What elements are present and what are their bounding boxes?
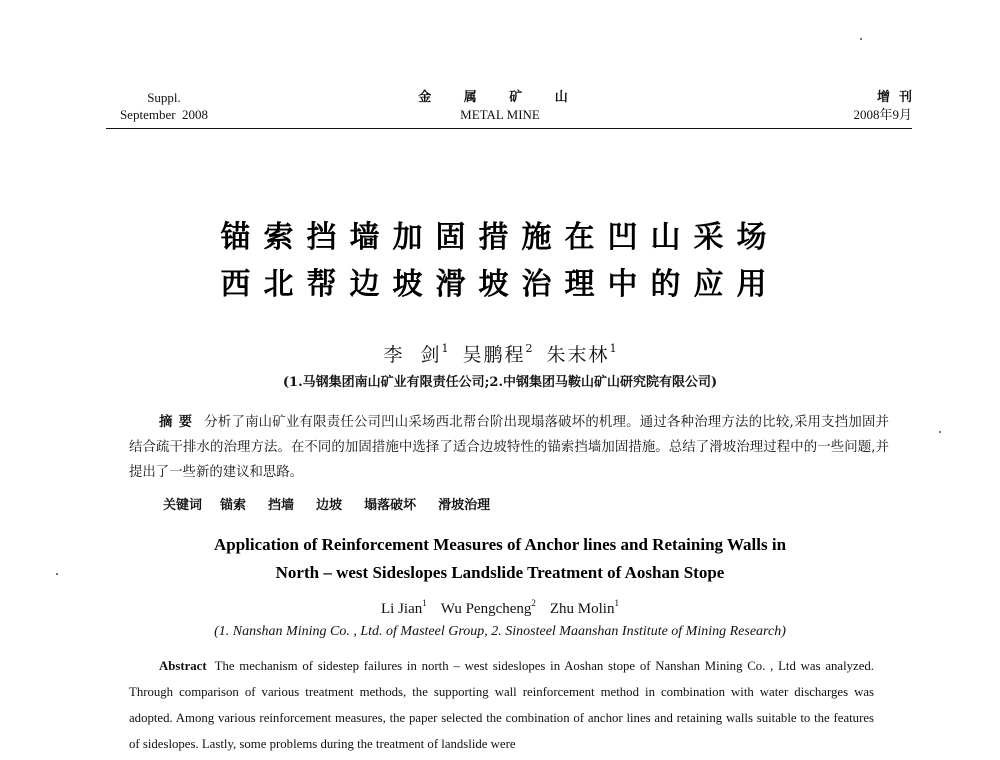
authors-en [0, 598, 1000, 618]
journal-name-zh: 金 属 矿 山 [418, 90, 582, 105]
author-en-sup: 1 [422, 598, 427, 608]
abstract-zh-text: 分析了南山矿业有限责任公司凹山采场西北帮台阶出现塌落破坏的机理。通过各种治理方法的比较,采用支挡加固并结合疏干排水的治理方法。在不同的加固措施中选择了适合边坡特性的锚索挡墙加固措施。总结了滑坡治理过程中的一些问题,并提出了一些新的建议和思路。 [129, 415, 890, 480]
keyword-zh: 塌落破坏 [364, 498, 417, 513]
scan-speck [860, 38, 862, 40]
abstract-zh-label: 摘要 [159, 414, 199, 430]
authors-zh [0, 340, 1000, 367]
author-en-name: Wu Pengcheng [440, 601, 532, 617]
author-zh-sup: 2 [525, 342, 533, 355]
header-center [400, 89, 600, 123]
abstract-en [129, 653, 874, 757]
author-zh-sup: 1 [609, 342, 617, 355]
author-zh-name: 吴鹏程 [462, 344, 526, 366]
header-supplement-zh: 增 刊 [876, 90, 912, 105]
author-en-name: Zhu Molin [549, 601, 615, 617]
author-zh-name: 李 剑 [383, 344, 442, 366]
affiliation-en: (1. Nanshan Mining Co. , Ltd. of Masteel Group, 2. Sinosteel Maanshan Institute of Mining Research) [214, 624, 786, 639]
keyword-zh: 挡墙 [268, 498, 295, 513]
keywords-zh-label: 关键词 [163, 498, 203, 513]
journal-name-en: METAL MINE [460, 107, 540, 122]
affiliation-zh: (1.马钢集团南山矿业有限责任公司;2.中钢集团马鞍山矿山研究院有限公司) [282, 375, 718, 390]
author-en-sup: 1 [614, 598, 619, 608]
header-rule [106, 128, 912, 129]
abstract-en-label: Abstract [159, 659, 207, 673]
author-zh-sup: 1 [441, 342, 449, 355]
header-date-en: September 2008 [119, 107, 209, 122]
title-zh-line1: 锚索挡墙加固措施在凹山采场 [220, 220, 780, 255]
author-en-sup: 2 [531, 598, 536, 608]
header-date-zh: 2008年9月 [853, 107, 912, 122]
abstract-en-text: The mechanism of sidestep failures in north – west sideslopes in Aoshan stope of Nanshan Mining Co. , Ltd was analyzed. Through comparison of various treatment methods, the supporting wall reinforcement method in combination with water discharges was adopted. Among various reinforcement measures, the paper selected the combination of anchor lines and retaining walls suitable to the features of sideslopes. Lastly, some problems during the treatment of landslide were [129, 659, 874, 751]
header-left [106, 89, 222, 123]
author-en-name: Li Jian [381, 601, 423, 617]
title-en-line2: North – west Sideslopes Landslide Treatment of Aoshan Stope [275, 563, 725, 582]
keyword-zh: 边坡 [316, 498, 343, 513]
title-zh-line2: 西北帮边坡滑坡治理中的应用 [220, 267, 780, 302]
abstract-zh [129, 410, 889, 485]
keywords-zh [163, 494, 512, 513]
title-en-line1: Application of Reinforcement Measures of Anchor lines and Retaining Walls in [213, 535, 787, 554]
author-zh-name: 朱末林 [546, 344, 610, 366]
keyword-zh: 滑坡治理 [438, 498, 491, 513]
header-right [800, 89, 912, 123]
header-suppl: Suppl. [147, 90, 181, 105]
keyword-zh: 锚索 [220, 498, 247, 513]
scan-speck [939, 431, 941, 433]
